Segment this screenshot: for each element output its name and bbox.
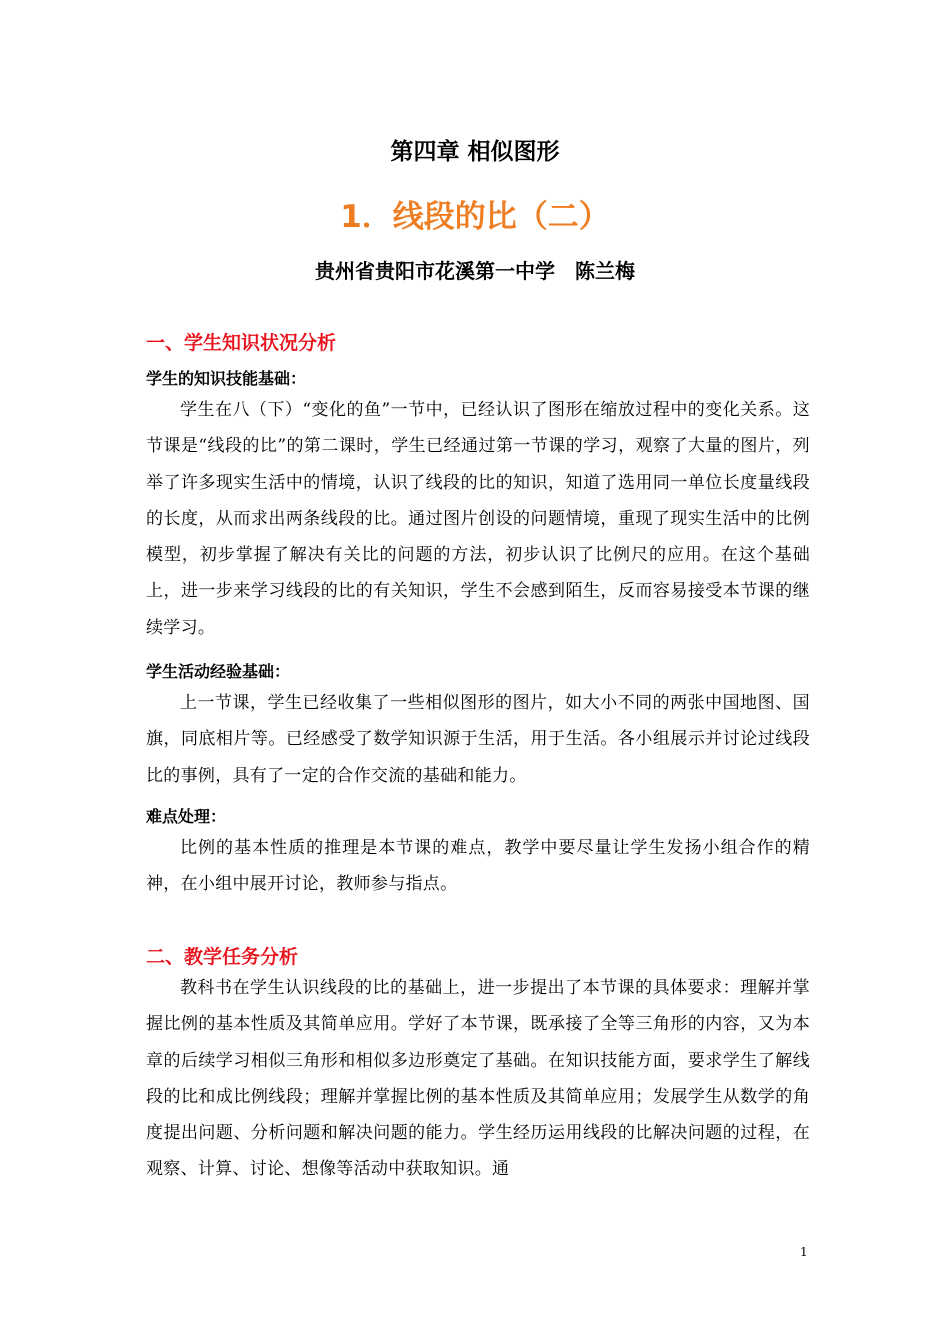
subheading-difficulty: 难点处理： [146, 807, 227, 826]
section-heading-student-analysis: 一、学生知识状况分析 [146, 332, 337, 354]
subheading-knowledge-basis: 学生的知识技能基础： [146, 369, 307, 388]
lesson-title: 1．线段的比（二） [340, 199, 610, 235]
paragraph-activity-basis: 上一节课，学生已经收集了一些相似图形的图片，如大小不同的两张中国地图、国旗，同底相片等。已经感受了数学知识源于生活，用于生活。各小组展示并讨论过线段比的事例，具有了一定的合作交流的基础和能力。 [146, 693, 810, 786]
paragraph-difficulty: 比例的基本性质的推理是本节课的难点，教学中要尽量让学生发扬小组合作的精神，在小组中展开讨论，教师参与指点。 [146, 838, 810, 895]
paragraph-task-analysis: 教科书在学生认识线段的比的基础上，进一步提出了本节课的具体要求：理解并掌握比例的基本性质及其简单应用。学好了本节课，既承接了全等三角形的内容，又为本章的后续学习相似三角形和相似多边形奠定了基础。在知识技能方面，要求学生了解线段的比和成比例线段；理解并掌握比例的基本性质及其简单应用；发展学生从数学的角度提出问题、分析问题和解决问题的能力。学生经历运用线段的比解决问题的过程，在观察、计算、讨论、想像等活动中获取知识。通 [146, 978, 810, 1180]
chapter-title: 第四章 相似图形 [390, 139, 560, 165]
subheading-activity-basis: 学生活动经验基础： [146, 662, 291, 681]
page-number: 1 [800, 1245, 808, 1259]
paragraph-knowledge-basis: 学生在八（下）“变化的鱼”一节中，已经认识了图形在缩放过程中的变化关系。这节课是“线段的比”的第二课时，学生已经通过第一节课的学习，观察了大量的图片，列举了许多现实生活中的情境，认识了线段的比的知识，知道了选用同一单位长度量线段的长度，从而求出两条线段的比。通过图片创设的问题情境，重现了现实生活中的比例模型，初步掌握了解决有关比的问题的方法，初步认识了比例尺的应用。在这个基础上，进一步来学习线段的比的有关知识，学生不会感到陌生，反而容易接受本节课的继续学习。 [146, 400, 810, 638]
section-heading-task-analysis: 二、教学任务分析 [146, 946, 299, 968]
author-line: 贵州省贵阳市花溪第一中学 陈兰梅 [315, 259, 635, 283]
